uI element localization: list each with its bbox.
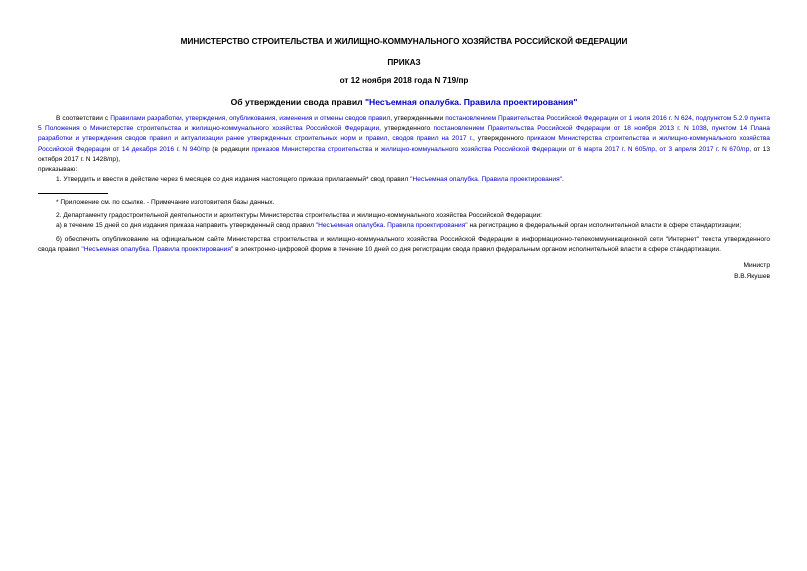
title-link[interactable]: "Несъемная опалубка. Правила проектирования" (364, 97, 578, 107)
signature-block (38, 261, 770, 281)
footnote: * Приложение см. по ссылке. - Примечание изготовителя базы данных. (56, 199, 275, 207)
item-1-text: 1. Утвердить и ввести в действие через 6 месяцев со дня издания настоящего приказа прилагаемый* свод правил (56, 176, 411, 184)
signature-position: Министр (743, 262, 770, 270)
resolution-624-link[interactable]: постановлением Правительства Российской Федерации от 1 июля 2016 г. N 624 (445, 115, 692, 122)
document-type-heading: ПРИКАЗ (387, 58, 421, 67)
preamble-paragraph (38, 114, 770, 165)
item-2a (38, 221, 770, 231)
preamble-text: , утвержденного (472, 135, 527, 143)
order-940-link[interactable]: приказом Министерства строительства и жилищно-коммунального хозяйства Российской Федерации от 14 декабря 2016 г. N 940/пр (38, 135, 770, 153)
rules-link[interactable]: Правилами разработки, утверждения, опубликования, изменения и отмены сводов правил (110, 115, 391, 122)
item-2a-link[interactable]: "Несъемная опалубка. Правила проектирования" (315, 221, 468, 229)
date-number-heading: от 12 ноября 2018 года N 719/пр (339, 76, 469, 85)
preamble-text: В соответствии с (56, 115, 111, 122)
item-1-link[interactable]: "Несъемная опалубка. Правила проектирования" (410, 176, 563, 184)
item-2b (38, 235, 770, 255)
item-2a-end: на регистрацию в федеральный орган исполнительной власти в сфере стандартизации; (467, 221, 742, 229)
regulation-link[interactable]: подпунктом 5.2.9 пункта 5 Положения о Министерстве строительства и жилищно-коммунального хозяйства Российской Федерации (38, 115, 771, 133)
document-body (38, 36, 770, 282)
resolution-1038-link[interactable]: постановлением Правительства Российской Федерации от 18 ноября 2013 г. N 1038 (433, 125, 707, 133)
preamble-text: (в редакции (209, 145, 252, 153)
title-prefix: Об утверждении свода правил (230, 97, 365, 107)
item-1-end: . (562, 176, 564, 184)
preamble-text: , утвержденного (379, 125, 434, 133)
ministry-heading: МИНИСТЕРСТВО СТРОИТЕЛЬСТВА И ЖИЛИЩНО-КОММУНАЛЬНОГО ХОЗЯЙСТВА РОССИЙСКОЙ ФЕДЕРАЦИИ (180, 37, 628, 46)
item-2b-end: в электронно-цифровой форме в течение 10 дней со дня регистрации свода правил федеральным органом исполнительной власти в сфере стандартизации. (233, 246, 721, 254)
item-2b-text: б) обеспечить опубликование на официальном сайте Министерства строительства и жилищно-коммунального хозяйства Российской Федерации в информационно-телекоммуникационной сети "Интернет" текста утвержденного свода правил (38, 236, 770, 254)
item-1 (38, 175, 770, 185)
plan-item-14-link[interactable]: пунктом 14 Плана разработки и утверждения сводов правил и актуализации ранее утвержденных строительных норм и правил, сводов правил на 2017 г. (38, 125, 770, 143)
item-2b-link[interactable]: "Несъемная опалубка. Правила проектирования" (81, 246, 234, 254)
preamble-text: , от 13 октября 2017 г. N 1428/пр), (38, 145, 770, 163)
orders-605-670-link[interactable]: приказов Министерства строительства и жилищно-коммунального хозяйства Российской Федерации от 6 марта 2017 г. N 605/пр, от 3 апреля 2017 г. N 670/пр (251, 145, 750, 153)
preamble-text: , (691, 115, 696, 122)
signature-name: В.В.Якушев (734, 272, 770, 280)
footnote-divider (38, 193, 108, 194)
preamble-text: , (706, 125, 712, 133)
preamble-text: , утвержденными (390, 115, 446, 122)
item-2a-text: а) в течение 15 дней со дня издания приказа направить утвержденный свод правил (56, 221, 316, 229)
order-word: приказываю: (38, 166, 78, 174)
document-title (38, 97, 770, 108)
item-2: 2. Департаменту градостроительной деятельности и архитектуры Министерства строительства и жилищно-коммунального хозяйства Российской Федерации: (56, 211, 543, 219)
